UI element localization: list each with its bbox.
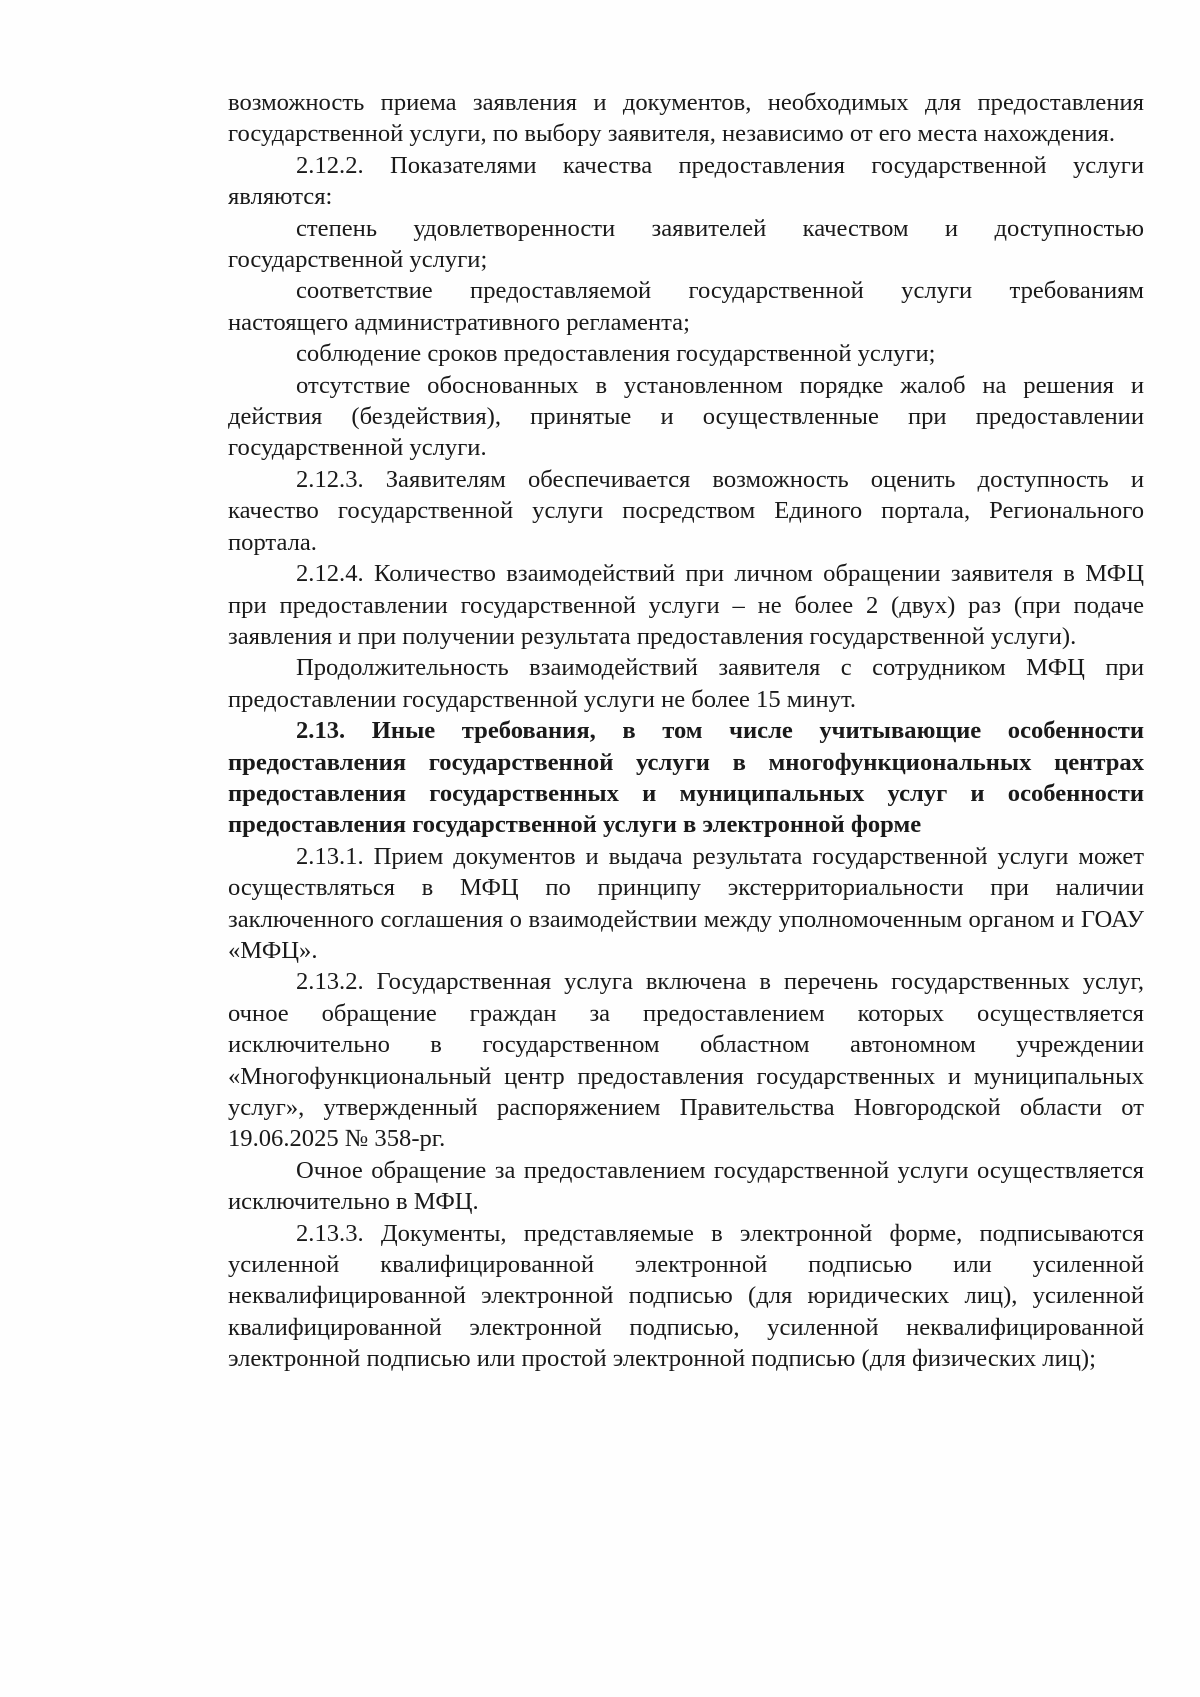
- paragraph-deadline-compliance: соблюдение сроков предоставления государственной услуги;: [296, 340, 936, 368]
- paragraph-2-13-2: 2.13.2. Государственная услуга включена в перечень государственных услуг, очное обращение граждан за предоставлением которых осуществляется исключительно в государственном областном автономном учреждении «Многофункциональный центр предоставления государственных и муниципальных услуг», утвержденный распоряжением Правительства Новгородской области от 19.06.2025 № 358-рг.: [228, 968, 1144, 1153]
- document-body: [228, 87, 1144, 1375]
- paragraph-2-12-2: 2.12.2. Показателями качества предоставления государственной услуги являются:: [228, 151, 1144, 211]
- paragraph-2-12-4: 2.12.4. Количество взаимодействий при личном обращении заявителя в МФЦ при предоставлении государственной услуги – не более 2 (двух) раз (при подаче заявления и при получении результата предоставления государственной услуги).: [228, 560, 1144, 650]
- paragraph-2-13-1: 2.13.1. Прием документов и выдача результата государственной услуги может осуществляться в МФЦ по принципу экстерриториальности при наличии заключенного соглашения о взаимодействии между уполномоченным органом и ГОАУ «МФЦ».: [228, 842, 1144, 964]
- section-heading-2-13: 2.13. Иные требования, в том числе учитывающие особенности предоставления государственной услуги в многофункциональных центрах предоставления государственных и муниципальных услуг и особенности предоставления государственной услуги в электронной форме: [228, 717, 1144, 839]
- paragraph-2-13-3: 2.13.3. Документы, представляемые в электронной форме, подписываются усиленной квалифицированной электронной подписью или усиленной неквалифицированной электронной подписью (для юридических лиц), усиленной квалифицированной электронной подписью, усиленной неквалифицированной электронной подписью или простой электронной подписью (для физических лиц);: [228, 1219, 1144, 1373]
- paragraph-regulation-compliance: соответствие предоставляемой государственной услуги требованиям настоящего административного регламента;: [228, 277, 1144, 336]
- paragraph-interaction-duration: Продолжительность взаимодействий заявителя с сотрудником МФЦ при предоставлении государственной услуги не более 15 минут.: [228, 654, 1144, 713]
- paragraph-reception-possibility: возможность приема заявления и документов, необходимых для предоставления государственной услуги, по выбору заявителя, независимо от его места нахождения.: [228, 89, 1144, 148]
- paragraph-no-complaints: отсутствие обоснованных в установленном порядке жалоб на решения и действия (бездействия), принятые и осуществленные при предоставлении государственной услуги.: [228, 371, 1144, 462]
- paragraph-satisfaction-degree: степень удовлетворенности заявителей качеством и доступностью государственной услуги;: [228, 214, 1144, 274]
- paragraph-2-12-3: 2.12.3. Заявителям обеспечивается возможность оценить доступность и качество государственной услуги посредством Единого портала, Регионального портала.: [228, 465, 1144, 556]
- paragraph-in-person-mfc: Очное обращение за предоставлением государственной услуги осуществляется исключительно в МФЦ.: [228, 1156, 1144, 1216]
